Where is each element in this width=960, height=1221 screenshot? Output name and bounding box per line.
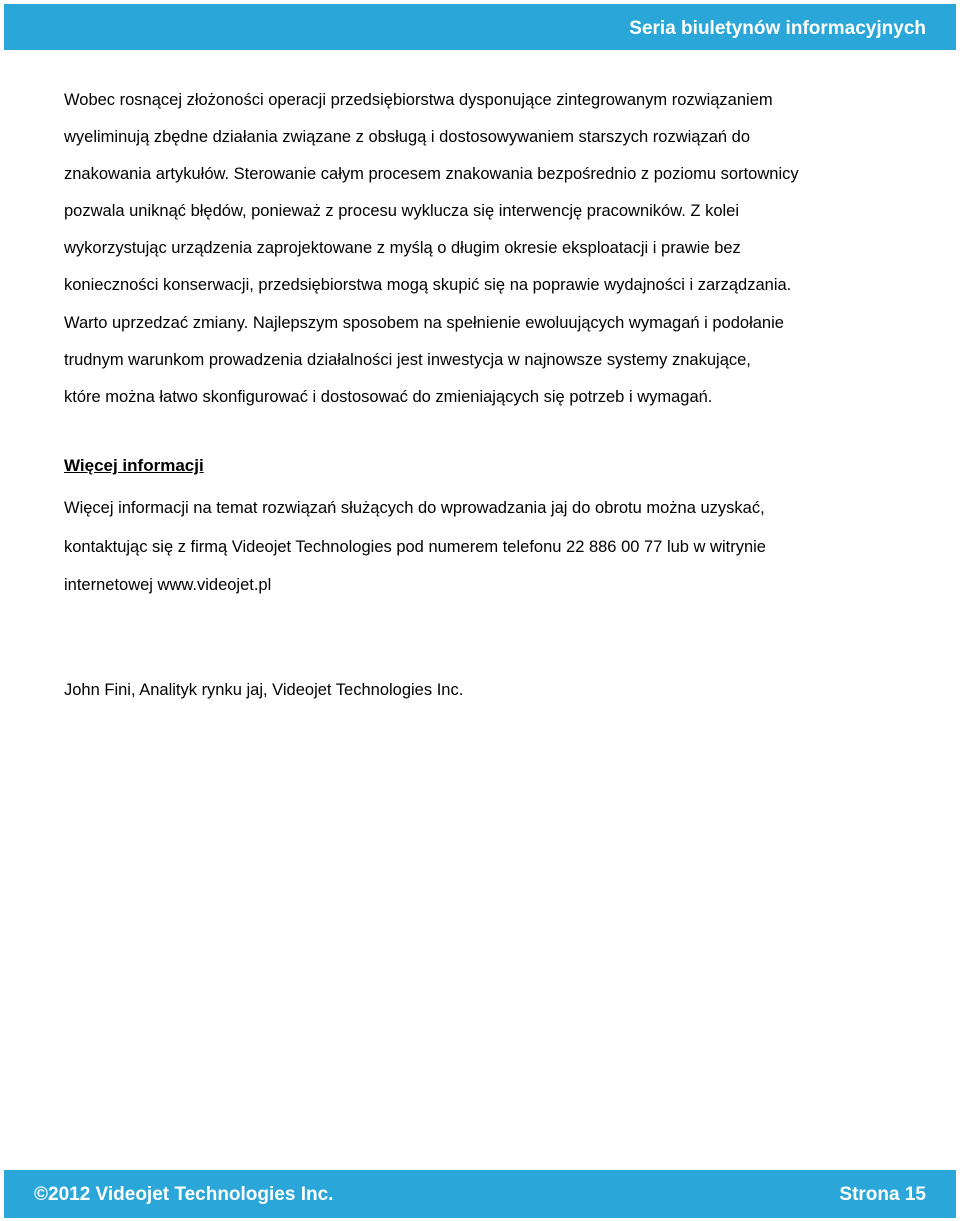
footer-bar [4, 1170, 956, 1218]
paragraph-line: konieczności konserwacji, przedsiębiorstwa mogą skupić się na poprawie wydajności i zarządzania. [64, 276, 792, 295]
paragraph-line: trudnym warunkom prowadzenia działalności jest inwestycja w najnowsze systemy znakujące, [64, 350, 751, 369]
author-signature: John Fini, Analityk rynku jaj, Videojet Technologies Inc. [64, 681, 464, 699]
header-bar [4, 4, 956, 50]
more-info-line: Więcej informacji na temat rozwiązań służących do wprowadzania jaj do obrotu można uzyskać, [64, 499, 765, 517]
footer-page-number: Strona 15 [839, 1184, 926, 1205]
paragraph-line: pozwala uniknąć błędów, ponieważ z procesu wyklucza się interwencję pracowników. Z kolei [64, 202, 740, 221]
more-info-line: internetowej www.videojet.pl [64, 576, 272, 594]
more-info-line: kontaktując się z firmą Videojet Technologies pod numerem telefonu 22 886 00 77 lub w witrynie [64, 537, 766, 556]
section-heading: Więcej informacji [64, 456, 204, 475]
paragraph-line: wyeliminują zbędne działania związane z obsługą i dostosowywaniem starszych rozwiązań do [64, 128, 751, 147]
body-paragraph [64, 82, 904, 416]
paragraph-line: wykorzystując urządzenia zaprojektowane z myślą o długim okresie eksploatacji i prawie bez [64, 239, 741, 258]
paragraph-line: które można łatwo skonfigurować i dostosować do zmieniających się potrzeb i wymagań. [64, 387, 713, 406]
paragraph-line: znakowania artykułów. Sterowanie całym procesem znakowania bezpośrednio z poziomu sortownicy [64, 165, 799, 184]
paragraph-line: Warto uprzedzać zmiany. Najlepszym sposobem na spełnienie ewoluujących wymagań i podołanie [64, 313, 784, 332]
more-info-paragraph [64, 489, 904, 605]
footer-copyright: ©2012 Videojet Technologies Inc. [34, 1184, 334, 1205]
paragraph-line: Wobec rosnącej złożoności operacji przedsiębiorstwa dysponujące zintegrowanym rozwiązaniem [64, 91, 773, 109]
main-content [64, 82, 904, 416]
header-title: Seria biuletynów informacyjnych [629, 18, 926, 39]
